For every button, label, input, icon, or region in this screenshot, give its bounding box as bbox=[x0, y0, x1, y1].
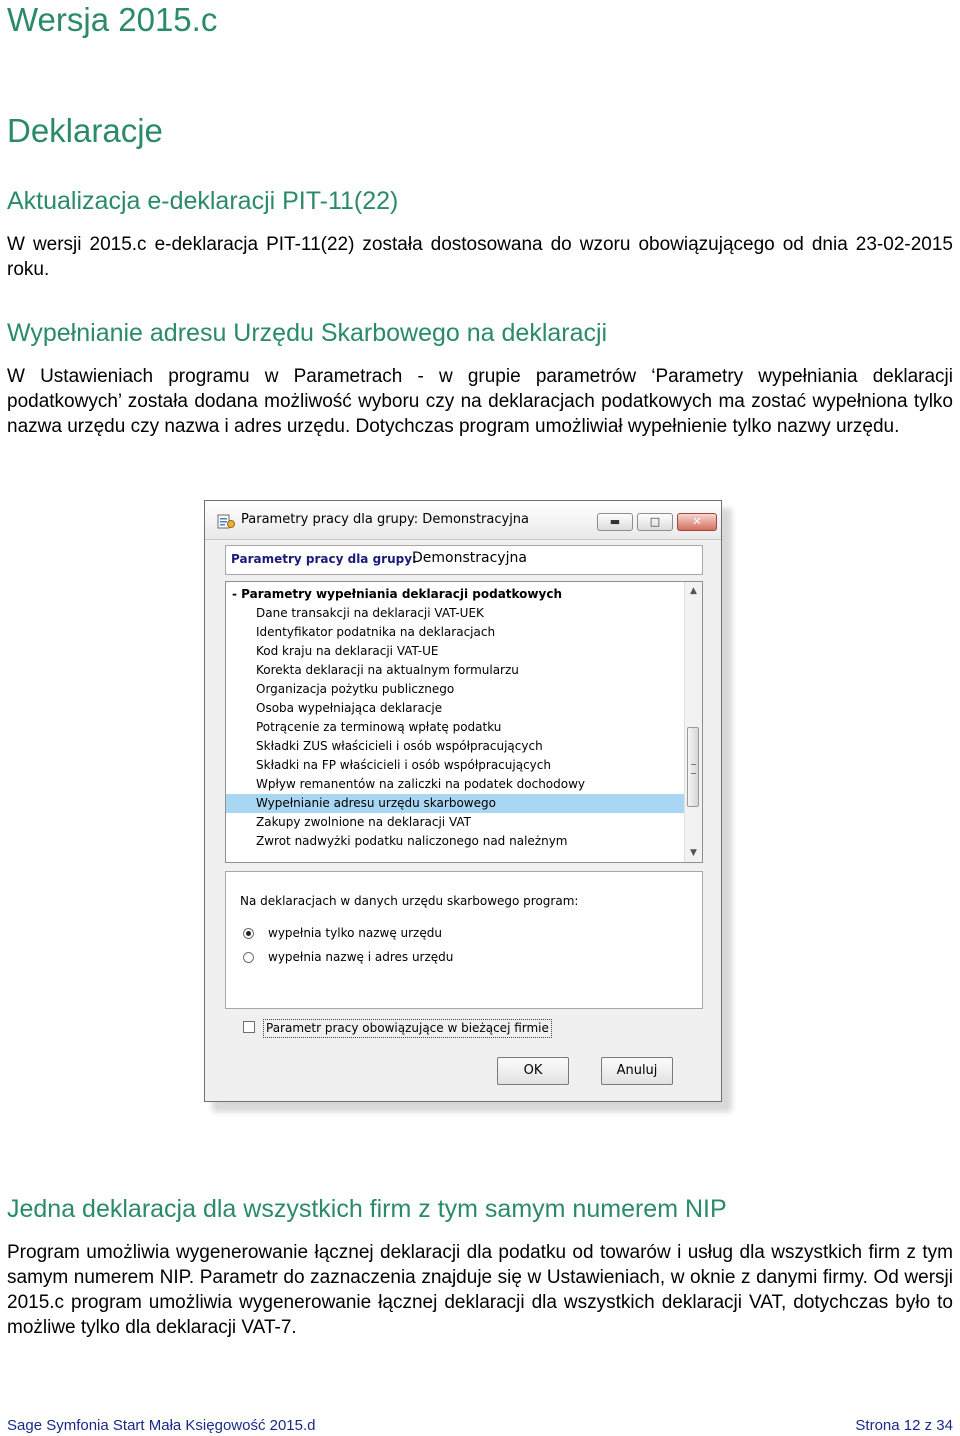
list-item-label: Wypełnianie adresu urzędu skarbowego bbox=[256, 796, 496, 810]
list-item-label: Zwrot nadwyżki podatku naliczonego nad należnym bbox=[256, 834, 568, 848]
close-button[interactable]: ✕ bbox=[677, 513, 717, 531]
list-item-label: Składki ZUS właścicieli i osób współpracujących bbox=[256, 739, 543, 753]
list-item-label: Identyfikator podatnika na deklaracjach bbox=[256, 625, 496, 639]
document-title: Wersja 2015.c bbox=[7, 1, 218, 38]
list-item[interactable] bbox=[226, 737, 684, 756]
list-item[interactable] bbox=[226, 699, 684, 718]
paragraph-pit11: W wersji 2015.c e-deklaracja PIT-11(22) została dostosowana do wzoru obowiązującego od dnia 23-02-2015 roku. bbox=[7, 234, 953, 280]
footer-page-number: Strona 12 z 34 bbox=[855, 1417, 953, 1434]
subsection-heading-nip: Jedna deklaracja dla wszystkich firm z tym samym numerem NIP bbox=[7, 1195, 727, 1223]
list-item-label: Kod kraju na deklaracji VAT-UE bbox=[256, 644, 439, 658]
list-item[interactable] bbox=[226, 756, 684, 775]
group-header bbox=[225, 545, 703, 575]
list-item[interactable] bbox=[226, 680, 684, 699]
parameters-list[interactable] bbox=[225, 581, 703, 863]
list-item-label: Korekta deklaracji na aktualnym formularzu bbox=[256, 663, 519, 677]
list-item[interactable] bbox=[226, 813, 684, 832]
list-item[interactable] bbox=[226, 775, 684, 794]
scroll-thumb[interactable] bbox=[687, 727, 699, 807]
paragraph-nip: Program umożliwia wygenerowanie łącznej deklaracji dla podatku od towarów i usług dla wszystkich firm z tym samym numerem NIP. Parametr do zaznaczenia znajduje się w Ustawieniach, w oknie z danymi firmy. Od wersji 2015.c program umożliwia wygenerowanie łącznej deklaracji dla wszystkich deklaracji VAT, dotychczas było to możliwe tylko dla deklaracji VAT-7. bbox=[7, 1242, 953, 1338]
radio-name-and-address-label[interactable]: wypełnia nazwę i adres urzędu bbox=[268, 950, 454, 964]
parameters-dialog bbox=[204, 500, 722, 1102]
list-item-label: Organizacja pożytku publicznego bbox=[256, 682, 455, 696]
subsection-heading-address: Wypełnianie adresu Urzędu Skarbowego na deklaracji bbox=[7, 319, 608, 347]
list-item-label: Zakupy zwolnione na deklaracji VAT bbox=[256, 815, 471, 829]
section-heading: Deklaracje bbox=[7, 112, 163, 149]
minimize-button[interactable]: ▬ bbox=[597, 513, 633, 531]
list-item[interactable] bbox=[226, 642, 684, 661]
list-item[interactable] bbox=[226, 661, 684, 680]
scroll-up-icon[interactable]: ▲ bbox=[690, 586, 697, 596]
ok-button[interactable]: OK bbox=[497, 1057, 569, 1085]
company-parameter-checkbox[interactable] bbox=[243, 1021, 255, 1033]
list-item[interactable] bbox=[226, 718, 684, 737]
group-label: Parametry pracy dla grupy: bbox=[231, 552, 417, 566]
footer-product: Sage Symfonia Start Mała Księgowość 2015.d bbox=[7, 1417, 316, 1434]
list-item-label: Wpływ remanentów na zaliczki na podatek dochodowy bbox=[256, 777, 586, 791]
options-panel bbox=[225, 871, 703, 1009]
paragraph-address: W Ustawieniach programu w Parametrach - w grupie parametrów ‘Parametry wypełniania deklaracji podatkowych’ została dodana możliwość wyboru czy na deklaracjach podatkowych ma zostać wypełniona tylko nazwa urzędu czy nazwa i adres urzędu. Dotychczas program umożliwiał wypełnienie tylko nazwy urzędu. bbox=[7, 366, 953, 437]
company-parameter-label[interactable]: Parametr pracy obowiązujące w bieżącej firmie bbox=[263, 1019, 552, 1038]
group-name: Demonstracyjna bbox=[412, 550, 527, 566]
options-label: Na deklaracjach w danych urzędu skarbowego program: bbox=[240, 894, 579, 908]
list-item[interactable] bbox=[226, 604, 684, 623]
radio-name-only[interactable] bbox=[243, 928, 254, 939]
list-item[interactable] bbox=[226, 623, 684, 642]
scroll-down-icon[interactable]: ▼ bbox=[690, 848, 697, 858]
list-group-header[interactable]: - Parametry wypełniania deklaracji podatkowych bbox=[232, 587, 562, 601]
scroll-grip-icon bbox=[691, 764, 696, 774]
dialog-title: Parametry pracy dla grupy: Demonstracyjna bbox=[241, 512, 530, 527]
list-item-label: Potrącenie za terminową wpłatę podatku bbox=[256, 720, 502, 734]
dialog-titlebar[interactable] bbox=[205, 501, 721, 540]
app-icon bbox=[217, 513, 235, 529]
list-scrollbar[interactable] bbox=[684, 582, 702, 862]
maximize-button[interactable]: □ bbox=[637, 513, 673, 531]
list-item-label: Składki na FP właścicieli i osób współpracujących bbox=[256, 758, 551, 772]
list-item-label: Osoba wypełniająca deklaracje bbox=[256, 701, 443, 715]
radio-name-and-address[interactable] bbox=[243, 952, 254, 963]
radio-name-only-label[interactable]: wypełnia tylko nazwę urzędu bbox=[268, 926, 442, 940]
list-item[interactable] bbox=[226, 794, 684, 813]
subsection-heading-pit11: Aktualizacja e-deklaracji PIT-11(22) bbox=[7, 187, 399, 215]
list-item-label: Dane transakcji na deklaracji VAT-UEK bbox=[256, 606, 484, 620]
cancel-button[interactable]: Anuluj bbox=[601, 1057, 673, 1085]
list-item[interactable] bbox=[226, 832, 684, 851]
